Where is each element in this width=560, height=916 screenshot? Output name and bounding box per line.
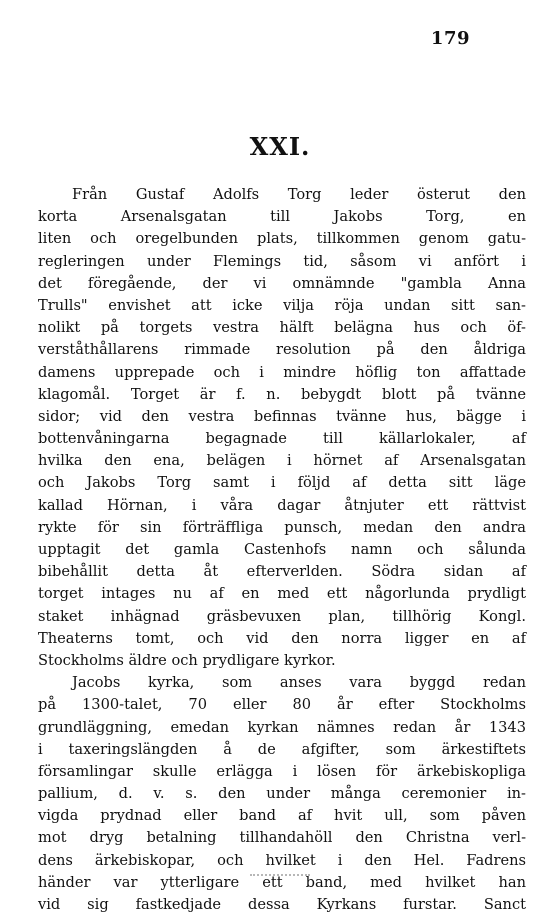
text-line: mot dryg betalning tillhandahöll den Christna verl- [38,829,526,847]
text-line: verståthållarens rimmade resolution på den åldriga [38,341,526,359]
text-line: hvilka den ena, belägen i hörnet af Arsenalsgatan [38,452,526,470]
footer-ornament [250,874,310,882]
text-line: Trulls" envishet att icke vilja röja undan sitt san- [38,296,526,314]
text-line: upptagit det gamla Castenhofs namn och sålunda [38,541,526,558]
chapter-heading: XXI. [249,132,311,161]
text-line: händer var ytterligare ett band, med hvilket han [38,873,526,891]
text-line: det föregående, der vi omnämnde "gambla Anna [38,274,526,292]
text-line: damens upprepade och i mindre höflig ton affattade [38,363,526,381]
text-line: församlingar skulle erlägga i lösen för ärkebiskopliga [38,762,526,780]
text-line: staket inhägnad gräsbevuxen plan, tillhörig Kongl. [38,607,526,625]
text-line: och Jakobs Torg samt i följd af detta sitt läge [38,474,526,492]
text-line: vid sig fastkedjade dessa Kyrkans furstar. Sanct [38,896,526,913]
text-line: på 1300-talet, 70 eller 80 år efter Stockholms [38,696,526,714]
text-line: regleringen under Flemings tid, såsom vi anfört i [38,252,526,270]
text-line: nolikt på torgets vestra hälft belägna hus och öf- [38,319,526,337]
text-line: Theaterns tomt, och vid den norra ligger en af [38,629,526,647]
text-line: kallad Hörnan, i våra dagar åtnjuter ett rättvist [38,496,526,514]
text-line: torget intages nu af en med ett någorlunda prydligt [38,585,526,603]
text-line: klagomål. Torget är f. n. bebygdt blott på tvänne [38,385,526,403]
text-line: sidor; vid den vestra befinnas tvänne hus, bägge i [38,407,526,425]
text-line: vigda prydnad eller band af hvit ull, som påven [38,807,526,825]
page-number: 179 [430,28,470,49]
text-line: dens ärkebiskopar, och hvilket i den Hel. Fadrens [38,851,526,869]
text-line: bibehållit detta åt efterverlden. Södra sidan af [38,563,526,581]
text-line: liten och oregelbunden plats, tillkommen genom gatu- [38,230,526,248]
text-line: pallium, d. v. s. den under många ceremonier in- [38,785,526,803]
text-line: rykte för sin förträffliga punsch, medan den andra [38,518,526,536]
text-line: i taxeringslängden å de afgifter, som ärkestiftets [38,740,526,758]
text-line: grundläggning, emedan kyrkan nämnes redan år 1343 [38,718,526,736]
text-line: Stockholms äldre och prydligare kyrkor. [38,651,336,669]
text-line: korta Arsenalsgatan till Jakobs Torg, en [38,208,526,226]
body-text [38,184,526,916]
text-line: Från Gustaf Adolfs Torg leder österut den [72,186,526,203]
text-line: Jacobs kyrka, som anses vara byggd redan [72,674,526,692]
text-line: bottenvåningarna begagnade till källarlokaler, af [38,430,526,448]
